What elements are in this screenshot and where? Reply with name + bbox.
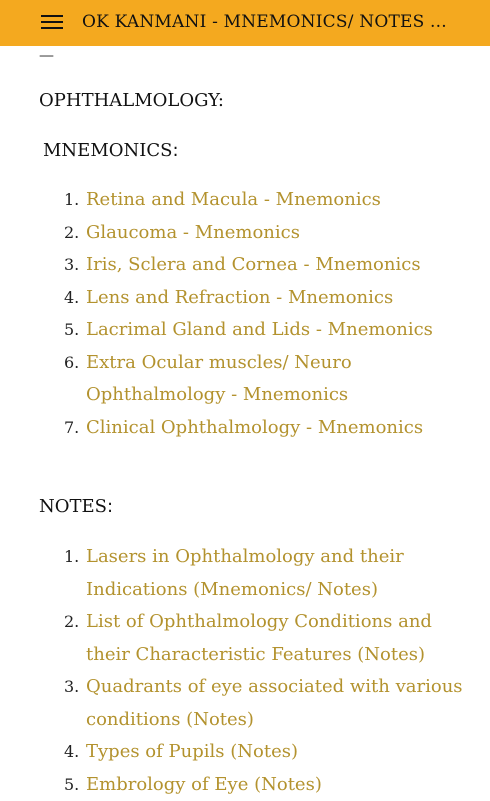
mnemonics-list-item — [86, 249, 466, 282]
mnemonics-heading — [43, 140, 179, 161]
mnemonics-list-item — [86, 314, 466, 347]
mnemonics-link-1[interactable]: Retina and Macula - Mnemonics — [86, 189, 381, 210]
ophthalmology-heading-text: OPHTHALMOLOGY: — [39, 90, 224, 111]
notes-link-4[interactable]: Types of Pupils (Notes) — [86, 741, 298, 762]
mnemonics-heading-text: MNEMONICS — [43, 140, 172, 161]
mnemonics-list-item — [86, 347, 466, 412]
notes-list — [86, 541, 466, 801]
mnemonics-link-4[interactable]: Lens and Refraction - Mnemonics — [86, 287, 393, 308]
notes-item-number: 2. — [64, 606, 79, 639]
mnemonics-link-7[interactable]: Clinical Ophthalmology - Mnemonics — [86, 417, 423, 438]
notes-item-number: 5. — [64, 769, 79, 801]
mnemonics-list-item — [86, 282, 466, 315]
notes-item-number: 4. — [64, 736, 79, 769]
notes-heading-colon: : — [107, 496, 113, 517]
mnemonics-heading-colon: : — [172, 140, 178, 161]
mnemonics-list — [86, 184, 466, 444]
notes-heading-text: NOTES — [39, 496, 107, 517]
notes-list-item — [86, 671, 466, 736]
hamburger-menu-icon[interactable] — [41, 14, 63, 30]
mnemonics-list-item — [86, 184, 466, 217]
notes-heading — [39, 496, 113, 517]
mnemonics-item-number: 6. — [64, 347, 79, 380]
mnemonics-item-number: 2. — [64, 217, 79, 250]
mnemonics-list-item — [86, 217, 466, 250]
notes-link-5[interactable]: Embrology of Eye (Notes) — [86, 774, 322, 795]
mnemonics-link-6[interactable]: Extra Ocular muscles/ Neuro Ophthalmology - Mnemonics — [86, 352, 352, 406]
notes-list-item — [86, 606, 466, 671]
notes-list-item — [86, 736, 466, 769]
mnemonics-item-number: 7. — [64, 412, 79, 445]
mnemonics-item-number: 1. — [64, 184, 79, 217]
notes-list-item — [86, 541, 466, 606]
mnemonics-item-number: 4. — [64, 282, 79, 315]
mnemonics-list-item — [86, 412, 466, 445]
menu-icon-line-bottom — [41, 27, 63, 29]
mnemonics-link-2[interactable]: Glaucoma - Mnemonics — [86, 222, 300, 243]
notes-link-3[interactable]: Quadrants of eye associated with various conditions (Notes) — [86, 676, 463, 730]
menu-icon-line-top — [41, 15, 63, 17]
notes-item-number: 3. — [64, 671, 79, 704]
notes-link-2[interactable]: List of Ophthalmology Conditions and their Characteristic Features (Notes) — [86, 611, 432, 665]
menu-icon-line-middle — [41, 21, 63, 23]
separator-dash: — — [39, 46, 54, 64]
app-bar — [0, 0, 490, 46]
mnemonics-item-number: 3. — [64, 249, 79, 282]
notes-link-1[interactable]: Lasers in Ophthalmology and their Indications (Mnemonics/ Notes) — [86, 546, 404, 600]
notes-list-item — [86, 769, 466, 801]
page-title: OK KANMANI - MNEMONICS/ NOTES ... — [82, 12, 482, 32]
ophthalmology-heading — [39, 90, 224, 111]
mnemonics-link-5[interactable]: Lacrimal Gland and Lids - Mnemonics — [86, 319, 433, 340]
mnemonics-item-number: 5. — [64, 314, 79, 347]
mnemonics-link-3[interactable]: Iris, Sclera and Cornea - Mnemonics — [86, 254, 421, 275]
notes-item-number: 1. — [64, 541, 79, 574]
